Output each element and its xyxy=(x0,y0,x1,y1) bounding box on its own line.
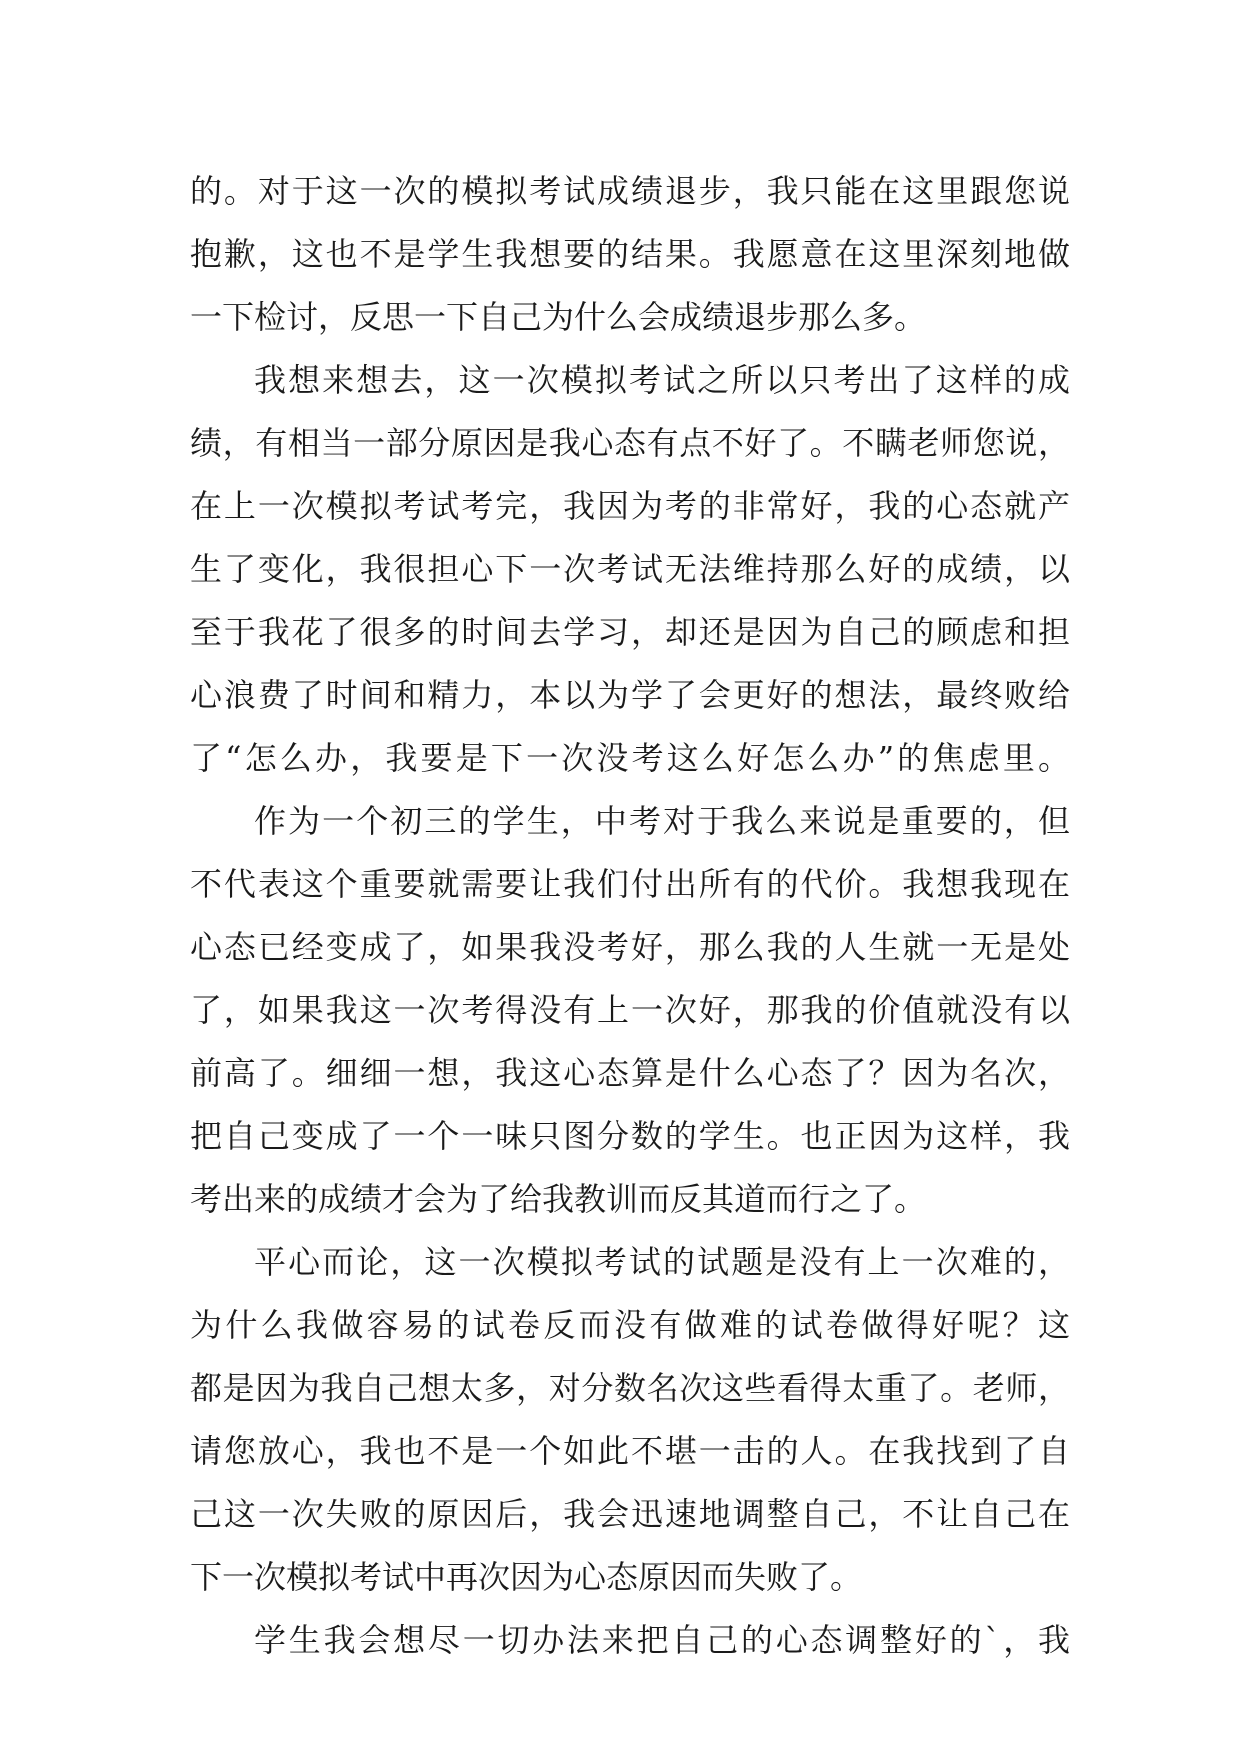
text-line: 生了变化，我很担心下一次考试无法维持那么好的成绩，以 xyxy=(190,550,1070,588)
text-line: 了“怎么办，我要是下一次没考这么好怎么办”的焦虑里。 xyxy=(190,739,1070,777)
text-line: 至于我花了很多的时间去学习，却还是因为自己的顾虑和担 xyxy=(190,613,1070,651)
text-line: 了，如果我这一次考得没有上一次好，那我的价值就没有以 xyxy=(190,991,1070,1029)
text-line: 己这一次失败的原因后，我会迅速地调整自己，不让自己在 xyxy=(190,1495,1070,1533)
text-line: 一下检讨，反思一下自己为什么会成绩退步那么多。 xyxy=(190,298,927,336)
text-line: 把自己变成了一个一味只图分数的学生。也正因为这样，我 xyxy=(190,1117,1070,1155)
text-line: 请您放心，我也不是一个如此不堪一击的人。在我找到了自 xyxy=(190,1432,1070,1470)
text-line: 为什么我做容易的试卷反而没有做难的试卷做得好呢？这 xyxy=(190,1306,1070,1344)
text-line: 绩，有相当一部分原因是我心态有点不好了。不瞒老师您说， xyxy=(190,424,1070,462)
document-body xyxy=(190,160,1070,1672)
text-line: 抱歉，这也不是学生我想要的结果。我愿意在这里深刻地做 xyxy=(190,235,1070,273)
text-line: 前高了。细细一想，我这心态算是什么心态了？因为名次， xyxy=(190,1054,1070,1092)
text-line: 心态已经变成了，如果我没考好，那么我的人生就一无是处 xyxy=(190,928,1070,966)
text-line: 在上一次模拟考试考完，我因为考的非常好，我的心态就产 xyxy=(190,487,1070,525)
text-line: 心浪费了时间和精力，本以为学了会更好的想法，最终败给 xyxy=(190,676,1070,714)
paragraph-first-line: 我想来想去，这一次模拟考试之所以只考出了这样的成 xyxy=(254,361,1070,399)
text-line: 都是因为我自己想太多，对分数名次这些看得太重了。老师， xyxy=(190,1369,1070,1407)
text-line: 考出来的成绩才会为了给我教训而反其道而行之了。 xyxy=(190,1180,927,1218)
text-line: 不代表这个重要就需要让我们付出所有的代价。我想我现在 xyxy=(190,865,1070,903)
text-line: 下一次模拟考试中再次因为心态原因而失败了。 xyxy=(190,1558,863,1596)
text-line: 的。对于这一次的模拟考试成绩退步，我只能在这里跟您说 xyxy=(190,172,1070,210)
paragraph-first-line: 平心而论，这一次模拟考试的试题是没有上一次难的， xyxy=(254,1243,1070,1281)
paragraph-first-line: 作为一个初三的学生，中考对于我么来说是重要的，但 xyxy=(254,802,1070,840)
paragraph-first-line: 学生我会想尽一切办法来把自己的心态调整好的`，我 xyxy=(254,1621,1070,1659)
